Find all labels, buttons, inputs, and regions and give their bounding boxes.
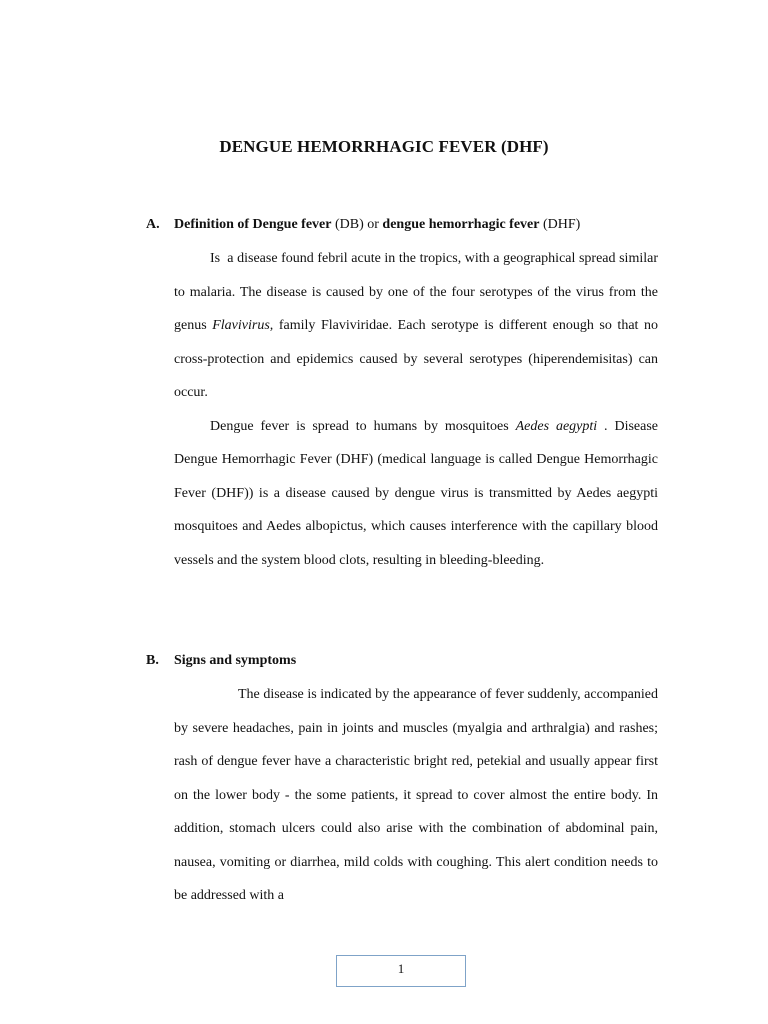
section-a-paragraph-2	[174, 410, 662, 578]
section-a-paragraph-1	[174, 242, 662, 410]
section-a-p1-text-2: family Flaviviridae. Each serotype is different enough so that no cross-protection and epidemics caused by several serotypes (hiperendemisitas) can occur.	[174, 318, 662, 400]
section-b-body	[174, 678, 658, 913]
section-a-heading-text-2: (DHF)	[539, 217, 581, 232]
page-number: 1	[397, 961, 405, 976]
section-a-p1-text-1: Is a disease found febril acute in the tropics, with a geographical spread similar to malaria. The disease is caused by one of the four serotypes of the virus from the genus	[174, 251, 662, 333]
section-a-p1-italic: Flavivirus,	[212, 318, 274, 333]
section-a-p2-text-1: Dengue fever is spread to humans by mosquitoes	[210, 418, 516, 434]
section-a-p2-text-2: . Disease Dengue Hemorrhagic Fever (DHF) (medical language is called Dengue Hemorrhagic Fever (DHF)) is a disease caused by dengue virus is transmitted by Aedes aegypti mosquitoes and Aedes albopictus, which causes interference with the capillary blood vessels and the system blood clots, resulting in bleeding-bleeding.	[174, 418, 662, 568]
section-b-heading-text: Signs and symptoms	[174, 653, 297, 668]
section-b-heading	[146, 652, 296, 670]
section-a-heading-bold-2: dengue hemorrhagic fever	[382, 217, 540, 232]
section-a-marker: A.	[146, 217, 160, 232]
section-a-p2-italic: Aedes aegypti	[515, 418, 598, 434]
section-a-heading-text-1: (DB) or	[331, 217, 383, 232]
section-b-paragraph-1: The disease is indicated by the appearance of fever suddenly, accompanied by severe headaches, pain in joints and muscles (myalgia and arthralgia) and rashes; rash of dengue fever have a characteristic bright red, petekial and usually appear first on the lower body - the some patients, it spread to cover almost the entire body. In addition, stomach ulcers could also arise with the combination of abdominal pain, nausea, vomiting or diarrhea, mild colds with coughing. This alert condition needs to be addressed with a	[174, 687, 658, 903]
document-title: DENGUE HEMORRHAGIC FEVER (DHF)	[219, 137, 549, 156]
section-b-marker: B.	[146, 653, 159, 668]
section-a-heading-bold-1: Definition of Dengue fever	[174, 217, 332, 232]
section-a-body	[174, 242, 662, 577]
page-number-box	[336, 955, 466, 987]
section-a-heading	[146, 216, 580, 234]
